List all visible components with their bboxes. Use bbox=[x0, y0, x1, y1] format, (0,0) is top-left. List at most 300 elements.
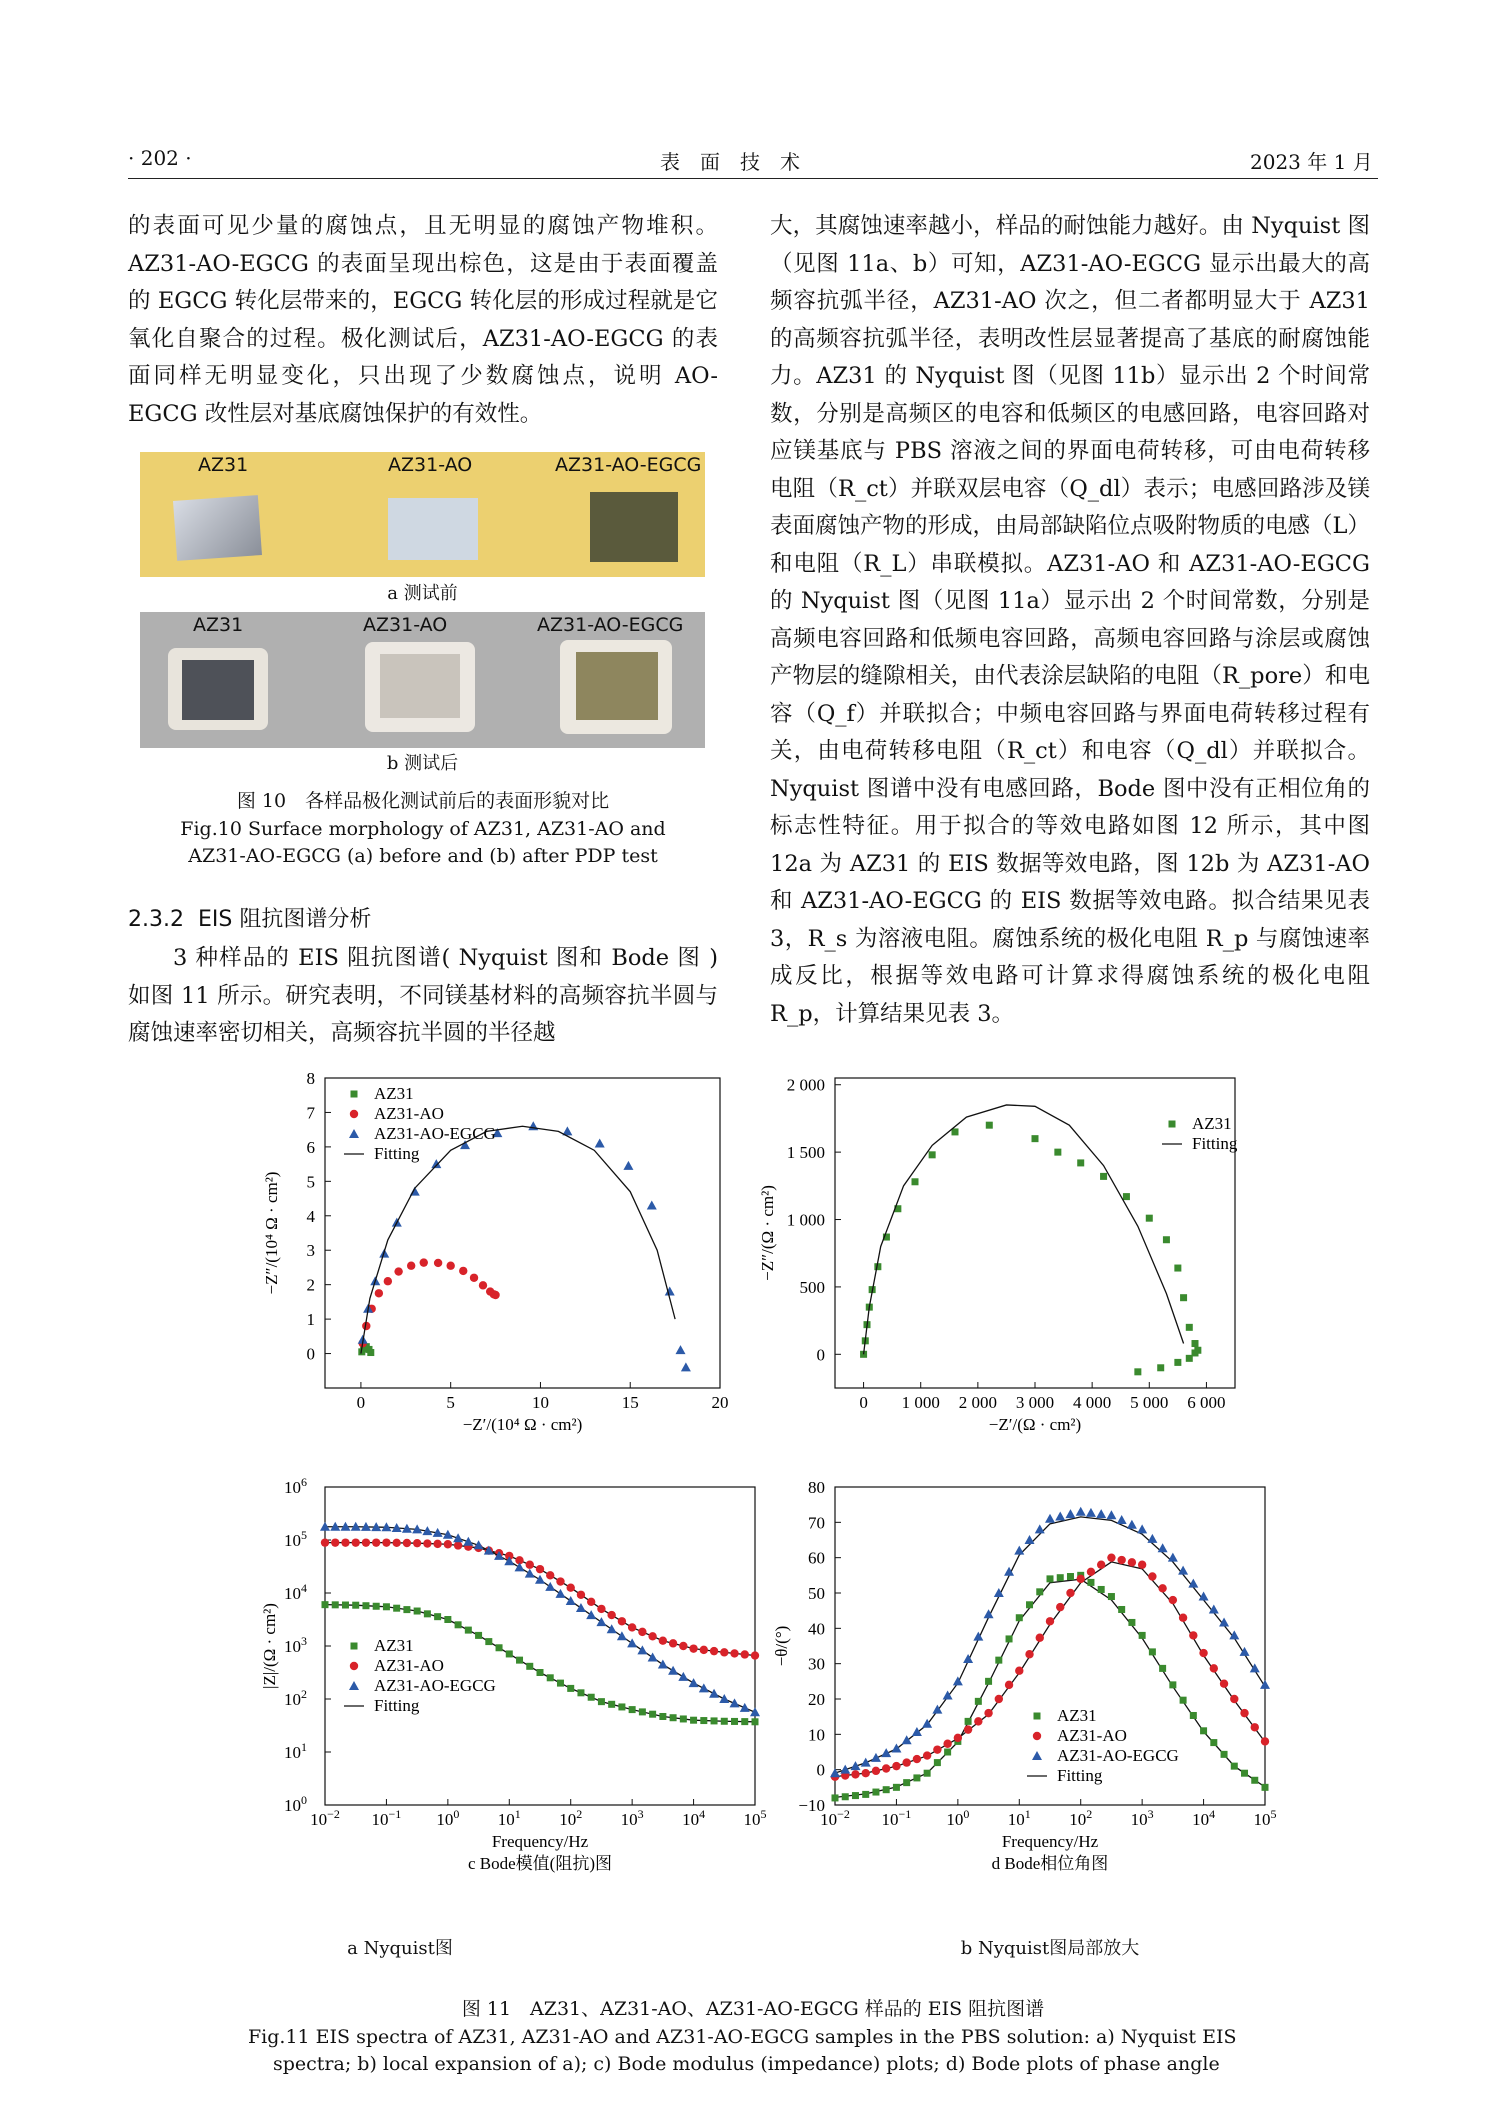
data-point bbox=[1210, 1664, 1218, 1672]
data-point bbox=[964, 1725, 972, 1733]
data-point bbox=[349, 1681, 359, 1690]
data-point bbox=[403, 1539, 411, 1547]
data-point bbox=[1262, 1784, 1269, 1791]
data-point bbox=[1200, 1727, 1207, 1734]
data-point bbox=[1190, 1712, 1197, 1719]
data-point bbox=[618, 1617, 626, 1625]
data-point bbox=[1137, 1524, 1147, 1533]
data-point bbox=[506, 1650, 513, 1657]
data-point bbox=[665, 1287, 675, 1296]
tick-label: 80 bbox=[808, 1478, 825, 1497]
data-point bbox=[1199, 1649, 1207, 1657]
data-point bbox=[1096, 1509, 1106, 1518]
y-axis-label: −θ/(°) bbox=[772, 1625, 791, 1667]
data-point bbox=[629, 1706, 636, 1713]
data-point bbox=[681, 1362, 691, 1371]
data-point bbox=[352, 1538, 360, 1546]
data-point bbox=[586, 1610, 596, 1619]
data-point bbox=[1138, 1561, 1146, 1569]
subfig-label: a 测试前 bbox=[387, 583, 458, 604]
data-point bbox=[576, 1603, 586, 1612]
tick-label: $10^4$ bbox=[1192, 1807, 1216, 1829]
data-point bbox=[1123, 1193, 1130, 1200]
data-point bbox=[1036, 1588, 1043, 1595]
y-axis-label: −Z″/(10⁴ Ω · cm²) bbox=[262, 1171, 281, 1295]
data-point bbox=[372, 1538, 380, 1546]
data-point bbox=[700, 1646, 708, 1654]
data-point bbox=[750, 1707, 760, 1716]
data-point bbox=[1179, 1614, 1187, 1622]
paragraph: 3 种样品的 EIS 阻抗图谱( Nyquist 图和 Bode 图 ) 如图 11 所示。研究表明，不同镁基材料的高频容抗半圆与腐蚀速率密切相关，高频容抗半圆的半径越 bbox=[128, 945, 718, 1046]
data-point bbox=[321, 1538, 329, 1546]
data-point bbox=[1086, 1508, 1096, 1517]
data-point bbox=[963, 1654, 973, 1663]
data-point bbox=[331, 1538, 339, 1546]
data-point bbox=[351, 1091, 358, 1098]
data-point bbox=[1174, 1265, 1181, 1272]
tick-label: $10^5$ bbox=[743, 1807, 767, 1829]
data-point bbox=[446, 1262, 454, 1270]
data-point bbox=[1056, 1603, 1064, 1611]
data-point bbox=[413, 1539, 421, 1547]
tick-label: 50 bbox=[808, 1584, 825, 1603]
photo-label: AZ31-AO bbox=[388, 454, 473, 476]
photo-label: AZ31-AO-EGCG bbox=[555, 454, 702, 476]
data-point bbox=[1128, 1619, 1135, 1626]
data-point bbox=[465, 1627, 472, 1634]
data-point bbox=[375, 1289, 383, 1297]
data-point bbox=[577, 1591, 585, 1599]
legend-label: AZ31-AO-EGCG bbox=[1057, 1746, 1179, 1765]
data-point bbox=[1163, 1236, 1170, 1243]
data-point bbox=[555, 1589, 565, 1598]
data-point bbox=[526, 1663, 533, 1670]
data-point bbox=[453, 1533, 463, 1542]
fitting-curve bbox=[835, 1562, 1265, 1777]
data-point bbox=[322, 1601, 329, 1608]
data-point bbox=[719, 1694, 729, 1703]
data-point bbox=[902, 1735, 912, 1744]
data-point bbox=[352, 1602, 359, 1609]
tick-label: 1 bbox=[306, 1310, 315, 1330]
data-point bbox=[912, 1178, 919, 1185]
legend-label: AZ31 bbox=[374, 1636, 414, 1655]
tick-label: 10 bbox=[531, 1393, 549, 1412]
tick-label: $10^0$ bbox=[946, 1807, 970, 1829]
data-point bbox=[902, 1758, 910, 1766]
data-point bbox=[985, 1678, 992, 1685]
data-point bbox=[588, 1694, 595, 1701]
data-point bbox=[577, 1689, 584, 1696]
data-point bbox=[1015, 1667, 1023, 1675]
tick-label: 5 bbox=[446, 1393, 455, 1412]
tick-label: 15 bbox=[621, 1393, 639, 1412]
data-point bbox=[670, 1714, 677, 1721]
data-point bbox=[557, 1680, 564, 1687]
subfig-label: b Nyquist图局部放大 bbox=[960, 1938, 1140, 1959]
data-point bbox=[944, 1749, 951, 1756]
data-point bbox=[851, 1770, 859, 1778]
data-point bbox=[536, 1565, 544, 1573]
data-point bbox=[350, 1110, 358, 1118]
tick-label: $10^3$ bbox=[284, 1634, 307, 1656]
data-point bbox=[1005, 1681, 1013, 1689]
data-point bbox=[1046, 1617, 1054, 1625]
data-point bbox=[433, 1540, 441, 1548]
data-point bbox=[1231, 1763, 1238, 1770]
tick-label: 4 000 bbox=[1073, 1393, 1112, 1412]
data-point bbox=[1149, 1648, 1156, 1655]
data-point bbox=[668, 1666, 678, 1675]
y-axis-label: |Z|/(Ω · cm²) bbox=[260, 1603, 279, 1689]
data-point bbox=[1045, 1514, 1055, 1523]
tick-label: 1 000 bbox=[786, 1210, 825, 1230]
data-point bbox=[751, 1651, 759, 1659]
data-point bbox=[496, 1644, 503, 1651]
data-point bbox=[567, 1584, 575, 1592]
data-point bbox=[607, 1611, 615, 1619]
data-point bbox=[431, 1159, 441, 1168]
data-point bbox=[455, 1621, 462, 1628]
data-point bbox=[349, 1129, 359, 1138]
legend-label: Fitting bbox=[374, 1144, 420, 1163]
data-point bbox=[730, 1698, 740, 1707]
data-point bbox=[710, 1647, 718, 1655]
x-axis-label: Frequency/Hz bbox=[491, 1832, 589, 1851]
data-point bbox=[1118, 1606, 1125, 1613]
data-point bbox=[690, 1717, 697, 1724]
data-point bbox=[444, 1540, 452, 1548]
data-point bbox=[1016, 1614, 1023, 1621]
data-point bbox=[974, 1717, 982, 1725]
data-point bbox=[975, 1698, 982, 1705]
data-point bbox=[515, 1562, 525, 1571]
fig11-caption-en: Fig.11 EIS spectra of AZ31, AZ31-AO and AZ31-AO-EGCG samples in the PBS solution: a) Nyquist EIS bbox=[248, 2026, 1237, 2048]
fig10-caption-cn: 图 10 各样品极化测试前后的表面形貌对比 bbox=[236, 790, 610, 812]
data-point bbox=[871, 1753, 881, 1762]
tick-label: 2 bbox=[306, 1275, 315, 1295]
data-point bbox=[608, 1701, 615, 1708]
data-point bbox=[1180, 1294, 1187, 1301]
data-point bbox=[752, 1718, 759, 1725]
tick-label: $10^5$ bbox=[284, 1528, 307, 1550]
data-point bbox=[1174, 1359, 1181, 1366]
tick-label: 5 000 bbox=[1130, 1393, 1169, 1412]
data-point bbox=[892, 1762, 900, 1770]
data-point bbox=[669, 1639, 677, 1647]
data-point bbox=[1100, 1173, 1107, 1180]
data-point bbox=[639, 1708, 646, 1715]
x-axis-label: Frequency/Hz bbox=[1001, 1832, 1099, 1851]
tick-label: $10^3$ bbox=[620, 1807, 644, 1829]
data-point bbox=[516, 1657, 523, 1664]
fig11-caption-en: spectra; b) local expansion of a); c) Bode modulus (impedance) plots; d) Bode plots of phase angle bbox=[273, 2053, 1220, 2075]
tick-label: 60 bbox=[808, 1548, 825, 1568]
axes-frame bbox=[835, 1487, 1265, 1805]
photo-label: AZ31 bbox=[198, 454, 249, 476]
tick-label: $10^2$ bbox=[1069, 1807, 1093, 1829]
data-point bbox=[525, 1569, 535, 1578]
data-point bbox=[711, 1717, 718, 1724]
data-point bbox=[1098, 1586, 1105, 1593]
data-point bbox=[891, 1743, 901, 1752]
fitting-curve bbox=[864, 1105, 1184, 1354]
data-point bbox=[1139, 1632, 1146, 1639]
data-point bbox=[617, 1631, 627, 1640]
data-point bbox=[362, 1602, 369, 1609]
data-point bbox=[454, 1541, 462, 1549]
tick-label: 0 bbox=[816, 1345, 825, 1365]
data-point bbox=[1032, 1135, 1039, 1142]
data-point bbox=[1169, 1596, 1177, 1604]
legend-label: AZ31-AO bbox=[374, 1656, 444, 1675]
y-axis-label: −Z″/(Ω · cm²) bbox=[758, 1185, 777, 1281]
data-point bbox=[741, 1650, 749, 1658]
data-point bbox=[659, 1637, 667, 1645]
data-point bbox=[658, 1660, 668, 1669]
fig10-caption-en: Fig.10 Surface morphology of AZ31, AZ31-AO and bbox=[180, 818, 666, 840]
data-point bbox=[1025, 1650, 1033, 1658]
page-number: · 202 · bbox=[128, 146, 192, 170]
data-point bbox=[623, 1161, 633, 1170]
tick-label: 30 bbox=[808, 1654, 825, 1674]
data-point bbox=[1035, 1524, 1045, 1533]
data-point bbox=[741, 1718, 748, 1725]
data-point bbox=[394, 1267, 402, 1275]
data-point bbox=[882, 1764, 890, 1772]
data-point bbox=[700, 1717, 707, 1724]
data-point bbox=[1057, 1574, 1064, 1581]
journal-title: 表 面 技 术 bbox=[660, 150, 800, 174]
data-point bbox=[424, 1610, 431, 1617]
x-axis-label: −Z′/(Ω · cm²) bbox=[988, 1415, 1082, 1434]
data-point bbox=[1251, 1777, 1258, 1784]
data-point bbox=[1006, 1635, 1013, 1642]
data-point bbox=[852, 1792, 859, 1799]
data-point bbox=[1055, 1511, 1065, 1520]
data-point bbox=[598, 1698, 605, 1705]
issue-date: 2023 年 1 月 bbox=[1250, 150, 1373, 174]
data-point bbox=[995, 1695, 1003, 1703]
tick-label: 2 000 bbox=[958, 1393, 997, 1412]
data-point bbox=[954, 1734, 962, 1742]
data-point bbox=[1033, 1732, 1041, 1740]
data-point bbox=[862, 1791, 869, 1798]
tick-label: 0 bbox=[306, 1344, 315, 1364]
photo-label: AZ31-AO bbox=[363, 614, 448, 636]
data-point bbox=[392, 1539, 400, 1547]
legend-label: Fitting bbox=[1057, 1766, 1103, 1785]
data-point bbox=[351, 1643, 358, 1650]
data-point bbox=[995, 1657, 1002, 1664]
data-point bbox=[597, 1605, 605, 1613]
data-point bbox=[367, 1349, 374, 1356]
data-point bbox=[953, 1676, 963, 1685]
legend-label: AZ31 bbox=[374, 1084, 414, 1103]
data-point bbox=[434, 1613, 441, 1620]
data-point bbox=[699, 1683, 709, 1692]
data-point bbox=[1077, 1575, 1085, 1583]
data-point bbox=[463, 1537, 473, 1546]
data-point bbox=[861, 1758, 871, 1767]
data-point bbox=[1036, 1634, 1044, 1642]
tick-label: 1 500 bbox=[786, 1143, 825, 1163]
tick-label: $10^{-2}$ bbox=[820, 1807, 850, 1829]
data-point bbox=[1169, 1681, 1176, 1688]
data-point bbox=[556, 1577, 564, 1585]
data-point bbox=[689, 1644, 697, 1652]
data-point bbox=[984, 1709, 992, 1717]
tick-label: 4 bbox=[306, 1206, 315, 1226]
tick-label: 40 bbox=[808, 1619, 825, 1639]
data-point bbox=[1076, 1507, 1086, 1516]
data-point bbox=[1108, 1593, 1115, 1600]
data-point bbox=[434, 1259, 442, 1267]
data-point bbox=[872, 1789, 879, 1796]
data-point bbox=[1241, 1770, 1248, 1777]
data-point bbox=[649, 1711, 656, 1718]
data-point bbox=[491, 1291, 499, 1299]
data-point bbox=[740, 1703, 750, 1712]
data-point bbox=[407, 1262, 415, 1270]
tick-label: $10^{-2}$ bbox=[310, 1807, 340, 1829]
data-point bbox=[929, 1151, 936, 1158]
tick-label: 20 bbox=[808, 1690, 825, 1709]
data-point bbox=[986, 1122, 993, 1129]
data-point bbox=[485, 1638, 492, 1645]
data-point bbox=[1066, 1589, 1074, 1597]
data-point bbox=[1117, 1556, 1125, 1564]
tick-label: 1 000 bbox=[901, 1393, 940, 1412]
tick-label: $10^2$ bbox=[559, 1807, 583, 1829]
fig10-caption-en: AZ31-AO-EGCG (a) before and (b) after PDP test bbox=[188, 845, 658, 867]
x-axis-label: −Z′/(10⁴ Ω · cm²) bbox=[462, 1415, 583, 1434]
data-point bbox=[342, 1602, 349, 1609]
data-point bbox=[1146, 1215, 1153, 1222]
data-point bbox=[647, 1200, 657, 1209]
data-point bbox=[1147, 1534, 1157, 1543]
data-point bbox=[1261, 1737, 1269, 1745]
data-point bbox=[1220, 1679, 1228, 1687]
tick-label: 500 bbox=[799, 1277, 825, 1297]
tick-label: 6 bbox=[306, 1137, 315, 1157]
tick-label: $10^3$ bbox=[1130, 1807, 1154, 1829]
tick-label: 3 bbox=[306, 1241, 315, 1261]
subfig-label: a Nyquist图 bbox=[347, 1938, 453, 1959]
data-point bbox=[1157, 1364, 1164, 1371]
data-point bbox=[862, 1769, 870, 1777]
tick-label: 70 bbox=[808, 1513, 825, 1533]
data-point bbox=[423, 1539, 431, 1547]
data-point bbox=[638, 1628, 646, 1636]
data-point bbox=[1148, 1572, 1156, 1580]
data-point bbox=[679, 1642, 687, 1650]
data-point bbox=[933, 1745, 941, 1753]
tick-label: 5 bbox=[306, 1172, 315, 1192]
data-point bbox=[546, 1571, 554, 1579]
data-point bbox=[1087, 1579, 1094, 1586]
data-point bbox=[459, 1267, 467, 1275]
data-point bbox=[659, 1713, 666, 1720]
data-point bbox=[1158, 1584, 1166, 1592]
data-point bbox=[1065, 1509, 1075, 1518]
data-point bbox=[648, 1632, 656, 1640]
data-point bbox=[1221, 1751, 1228, 1758]
data-point bbox=[470, 1274, 478, 1282]
photo-label: AZ31-AO-EGCG bbox=[537, 614, 684, 636]
data-point bbox=[1192, 1340, 1199, 1347]
data-point bbox=[1240, 1709, 1248, 1717]
data-point bbox=[912, 1727, 922, 1736]
data-point bbox=[1026, 1601, 1033, 1608]
data-point bbox=[1032, 1751, 1042, 1760]
tick-label: $10^4$ bbox=[284, 1581, 307, 1603]
data-point bbox=[1189, 1631, 1197, 1639]
data-point bbox=[1186, 1355, 1193, 1362]
data-point bbox=[1158, 1543, 1168, 1552]
data-point bbox=[1034, 1713, 1041, 1720]
data-point bbox=[545, 1582, 555, 1591]
data-point bbox=[1230, 1695, 1238, 1703]
data-point bbox=[1054, 1149, 1061, 1156]
data-point bbox=[526, 1561, 534, 1569]
tick-label: $10^2$ bbox=[284, 1687, 307, 1709]
data-point bbox=[934, 1759, 941, 1766]
data-point bbox=[420, 1258, 428, 1266]
data-point bbox=[341, 1538, 349, 1546]
paragraph: 的表面可见少量的腐蚀点，且无明显的腐蚀产物堆积。AZ31-AO-EGCG 的表面呈现出棕色，这是由于表面覆盖的 EGCG 转化层带来的，EGCG 转化层的形成过程就是它氧化自聚合的过程。极化测试后，AZ31-AO-EGCG 的表面同样无明显变化，只出现了少数腐蚀点，说明 AO-EGCG 改性层对基底腐蚀保护的有效性。 bbox=[128, 213, 718, 427]
data-point bbox=[1106, 1510, 1116, 1519]
data-point bbox=[596, 1617, 606, 1626]
data-point bbox=[903, 1779, 910, 1786]
tick-label: 3 000 bbox=[1015, 1393, 1055, 1412]
data-point bbox=[414, 1608, 421, 1615]
data-point bbox=[709, 1689, 719, 1698]
data-point bbox=[730, 1649, 738, 1657]
data-point bbox=[479, 1281, 487, 1289]
data-point bbox=[537, 1669, 544, 1676]
data-point bbox=[373, 1603, 380, 1610]
data-point bbox=[721, 1718, 728, 1725]
data-point bbox=[1168, 1553, 1178, 1562]
data-point bbox=[913, 1774, 920, 1781]
legend-label: AZ31-AO bbox=[1057, 1726, 1127, 1745]
data-point bbox=[678, 1672, 688, 1681]
data-point bbox=[1087, 1568, 1095, 1576]
data-point bbox=[595, 1138, 605, 1147]
photo-label: AZ31 bbox=[193, 614, 244, 636]
data-point bbox=[587, 1598, 595, 1606]
data-point bbox=[1117, 1515, 1127, 1524]
data-point bbox=[872, 1767, 880, 1775]
data-point bbox=[618, 1703, 625, 1710]
data-point bbox=[676, 1345, 686, 1354]
subfig-label: b 测试后 bbox=[386, 753, 459, 774]
data-point bbox=[731, 1718, 738, 1725]
data-point bbox=[1186, 1324, 1193, 1331]
tick-label: $10^0$ bbox=[436, 1807, 460, 1829]
data-point bbox=[1251, 1723, 1259, 1731]
data-point bbox=[362, 1538, 370, 1546]
data-point bbox=[881, 1748, 891, 1757]
tick-label: $10^{-1}$ bbox=[881, 1807, 912, 1829]
tick-label: $10^1$ bbox=[284, 1740, 307, 1762]
subfig-label: d Bode相位角图 bbox=[991, 1854, 1109, 1873]
data-point bbox=[1097, 1561, 1105, 1569]
tick-label: $10^1$ bbox=[1007, 1807, 1031, 1829]
data-point bbox=[1169, 1121, 1176, 1128]
data-point bbox=[1014, 1546, 1024, 1555]
